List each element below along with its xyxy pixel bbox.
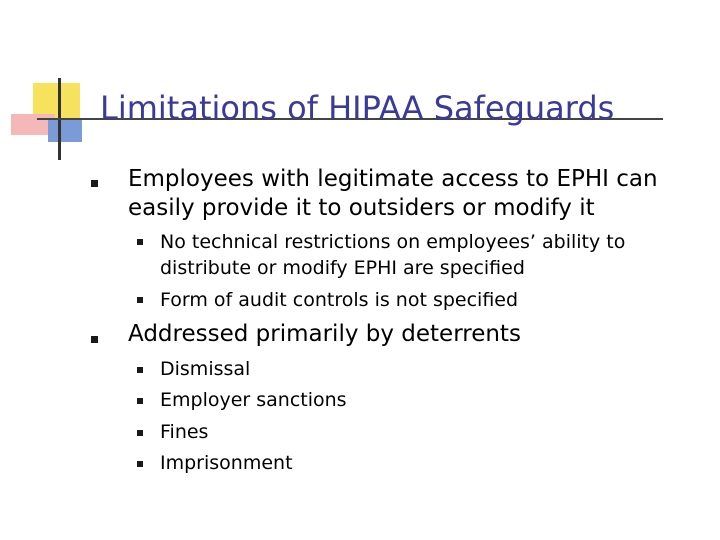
bullet-1-line-1: Employees with legitimate access to EPHI can <box>128 166 658 192</box>
sub-bullet-2-4: Imprisonment <box>160 452 293 474</box>
sub-bullet-square-icon <box>137 297 143 303</box>
sub-bullet-2-3: Fines <box>160 421 209 443</box>
bullet-1-line-2: easily provide it to outsiders or modify it <box>128 195 595 221</box>
sub-bullet-1-2: Form of audit controls is not specified <box>160 289 519 311</box>
sub-bullet-square-icon <box>137 367 143 373</box>
sub-bullet-square-icon <box>137 398 143 404</box>
sub-bullet-2-1: Dismissal <box>160 358 251 380</box>
bullet-square-icon <box>91 336 98 343</box>
ornament-blue-square <box>48 118 82 142</box>
slide-title: Limitations of HIPAA Safeguards <box>100 89 615 127</box>
sub-bullet-square-icon <box>137 461 143 467</box>
sub-bullet-square-icon <box>137 239 143 245</box>
sub-bullet-2-2: Employer sanctions <box>160 389 347 411</box>
bullet-square-icon <box>91 180 98 187</box>
sub-bullet-1-1-line-2: distribute or modify EPHI are specified <box>160 257 525 279</box>
bullet-2: Addressed primarily by deterrents <box>128 321 521 347</box>
sub-bullet-1-1-line-1: No technical restrictions on employees’ ability to <box>160 231 626 253</box>
sub-bullet-square-icon <box>137 430 143 436</box>
